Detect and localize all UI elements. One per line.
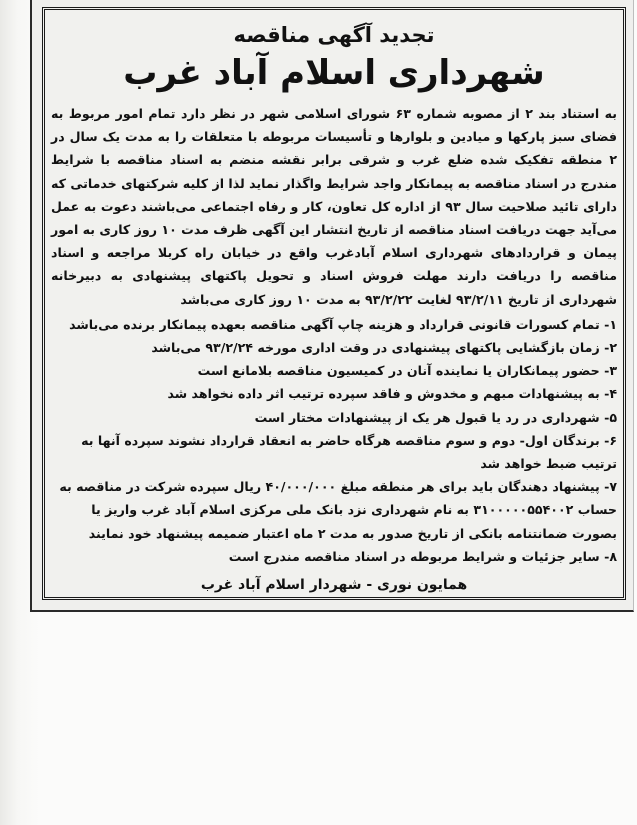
notice-item: ۵- شهرداری در رد یا قبول هر یک از پیشنهادات مختار است — [254, 409, 617, 425]
notice-item: ۱- تمام کسورات قانونی قرارداد و هزینه چاپ آگهی مناقصه بعهده پیمانکار برنده می‌باشد — [69, 316, 617, 332]
notice-item: ۷- پیشنهاد دهندگان باید برای هر منطقه مبلغ ۴۰/۰۰۰/۰۰۰ ریال سپرده شرکت در مناقصه به حساب ۳۱۰۰۰۰۰۵۵۴۰۰۲ به نام شهرداری نزد بانک ملی مرکزی اسلام آباد غرب واریز یا بصورت ضمانتنامه بانکی از تاریخ صدور به مدت ۲ ماه اعتبار ضمیمه پیشنهاد خود نمایند — [59, 479, 617, 541]
notice-item: ۳- حضور پیمانکاران یا نماینده آنان در کمیسیون مناقصه بلامانع است — [197, 363, 617, 379]
notice-item: ۶- برندگان اول- دوم و سوم مناقصه هرگاه حاضر به انعقاد قرارداد نشوند سپرده آنها به ترتیب ضبط خواهد شد — [81, 432, 617, 472]
notice-item: ۸- سایر جزئیات و شرایط مربوطه در اسناد مناقصه مندرج است — [228, 548, 617, 564]
notice-title: شهرداری اسلام آباد غرب — [123, 53, 545, 93]
notice-intro: به استناد بند ۲ از مصوبه شماره ۶۳ شورای اسلامی شهر در نظر دارد تمام امور مربوط به فضای سبز پارکها و میادین و بلوارها و تأسیسات مربوطه با متعلقات را به مدت یک سال در ۲ منطقه تفکیک شده ضلع غرب و شرقی برابر نقشه منضم به اسناد مناقصه با شرایط مندرج در اسناد مناقصه به پیمانکار واجد شرایط واگذار نماید لذا از کلیه شرکتهای خدماتی که دارای تائید صلاحیت سال ۹۳ از اداره کل تعاون، کار و رفاه اجتماعی می‌باشند دعوت به عمل می‌آید جهت دریافت اسناد مناقصه از تاریخ انتشار این آگهی ظرف مدت ۱۰ روز کاری به امور پیمان و قراردادهای شهرداری اسلام آبادغرب واقع در خیابان راه کربلا مراجعه و اسناد مناقصه را دریافت دارند مهلت فروش اسناد و تحویل پاکتهای پیشنهادی به دبیرخانه شهرداری از تاریخ ۹۳/۲/۱۱ لغایت ۹۳/۲/۲۲ به مدت ۱۰ روز کاری می‌باشد — [51, 106, 618, 307]
notice-item: ۲- زمان بازگشایی پاکتهای پیشنهادی در وقت اداری مورخه ۹۳/۲/۲۴ می‌باشد — [151, 340, 617, 356]
notice-items-list — [49, 313, 619, 568]
notice-signature: همایون نوری - شهردار اسلام آباد غرب — [200, 577, 468, 594]
notice-heading: تجدید آگهی مناقصه — [233, 23, 435, 47]
notice-content — [49, 20, 619, 598]
tender-notice-box — [42, 7, 626, 600]
notice-item: ۴- به پیشنهادات مبهم و مخدوش و فاقد سپرده ترتیب اثر داده نخواهد شد — [167, 386, 617, 402]
newspaper-clipping — [30, 0, 634, 612]
